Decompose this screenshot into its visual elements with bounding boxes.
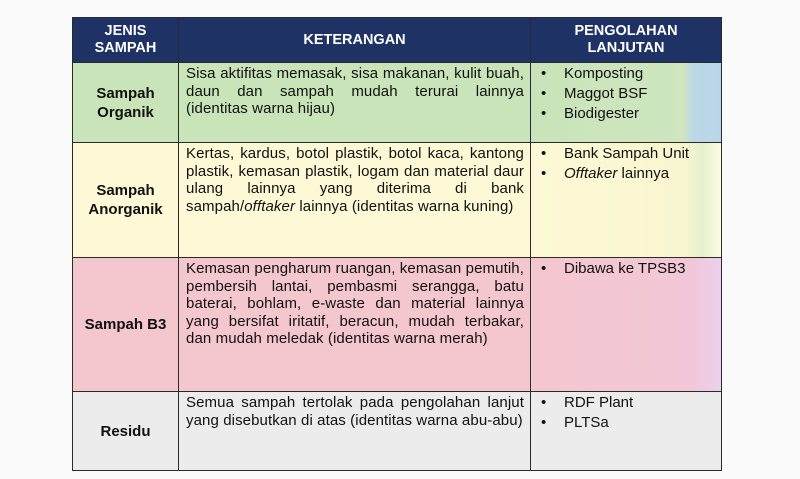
category-cell: Residu [73, 392, 179, 471]
bullet-icon: • [541, 105, 547, 122]
bullet-icon: • [541, 165, 547, 182]
description-cell: Kemasan pengharum ruangan, kemasan pemutih, pembersih lantai, pembasmi serangga, batu baterai, bohlam, e-waste dan material lainnya yang bersifat iritatif, beracun, mudah terbakar, dan mudah meledak (identitas warna merah) [179, 258, 531, 392]
bullet-icon: • [541, 145, 547, 162]
table-row-sampah-anorganik [73, 143, 722, 258]
processing-cell [531, 258, 722, 392]
category-cell: Sampah Anorganik [73, 143, 179, 258]
list-item: • Biodigester [541, 105, 640, 122]
bullet-icon: • [541, 394, 547, 411]
bullet-icon: • [541, 85, 547, 102]
list-item: • Offtaker lainnya [541, 165, 670, 182]
bullet-icon: • [541, 65, 547, 82]
table-row-sampah-organik [73, 63, 722, 143]
table-header-row [73, 18, 722, 63]
list-item: • Maggot BSF [541, 85, 648, 102]
category-cell: Sampah B3 [73, 258, 179, 392]
header-pengolahan-lanjutan: PENGOLAHAN LANJUTAN [531, 18, 722, 63]
processing-cell [531, 392, 722, 471]
list-item: • Bank Sampah Unit [541, 145, 690, 162]
processing-list [535, 393, 717, 433]
category-cell: Sampah Organik [73, 63, 179, 143]
list-item: • Komposting [541, 65, 644, 82]
description-cell: Kertas, kardus, botol plastik, botol kaca, kantong plastik, kemasan plastik, logam dan material daur ulang lainnya yang diterima di bank sampah/offtaker lainnya (identitas warna kuning) [179, 143, 531, 258]
waste-category-table [72, 17, 722, 471]
list-item: • Dibawa ke TPSB3 [541, 260, 686, 277]
list-item: • PLTSa [541, 414, 609, 431]
header-jenis-sampah: JENIS SAMPAH [73, 18, 179, 63]
processing-cell [531, 63, 722, 143]
table-row-residu [73, 392, 722, 471]
processing-list [535, 259, 717, 279]
description-cell: Sisa aktifitas memasak, sisa makanan, kulit buah, daun dan sampah mudah terurai lainnya (identitas warna hijau) [179, 63, 531, 143]
bullet-icon: • [541, 414, 547, 431]
bullet-icon: • [541, 260, 547, 277]
header-keterangan: KETERANGAN [179, 18, 531, 63]
processing-list [535, 64, 717, 124]
description-cell: Semua sampah tertolak pada pengolahan lanjut yang disebutkan di atas (identitas warna abu-abu) [179, 392, 531, 471]
processing-cell [531, 143, 722, 258]
list-item: • RDF Plant [541, 394, 634, 411]
processing-list [535, 144, 717, 184]
table-row-sampah-b3 [73, 258, 722, 392]
